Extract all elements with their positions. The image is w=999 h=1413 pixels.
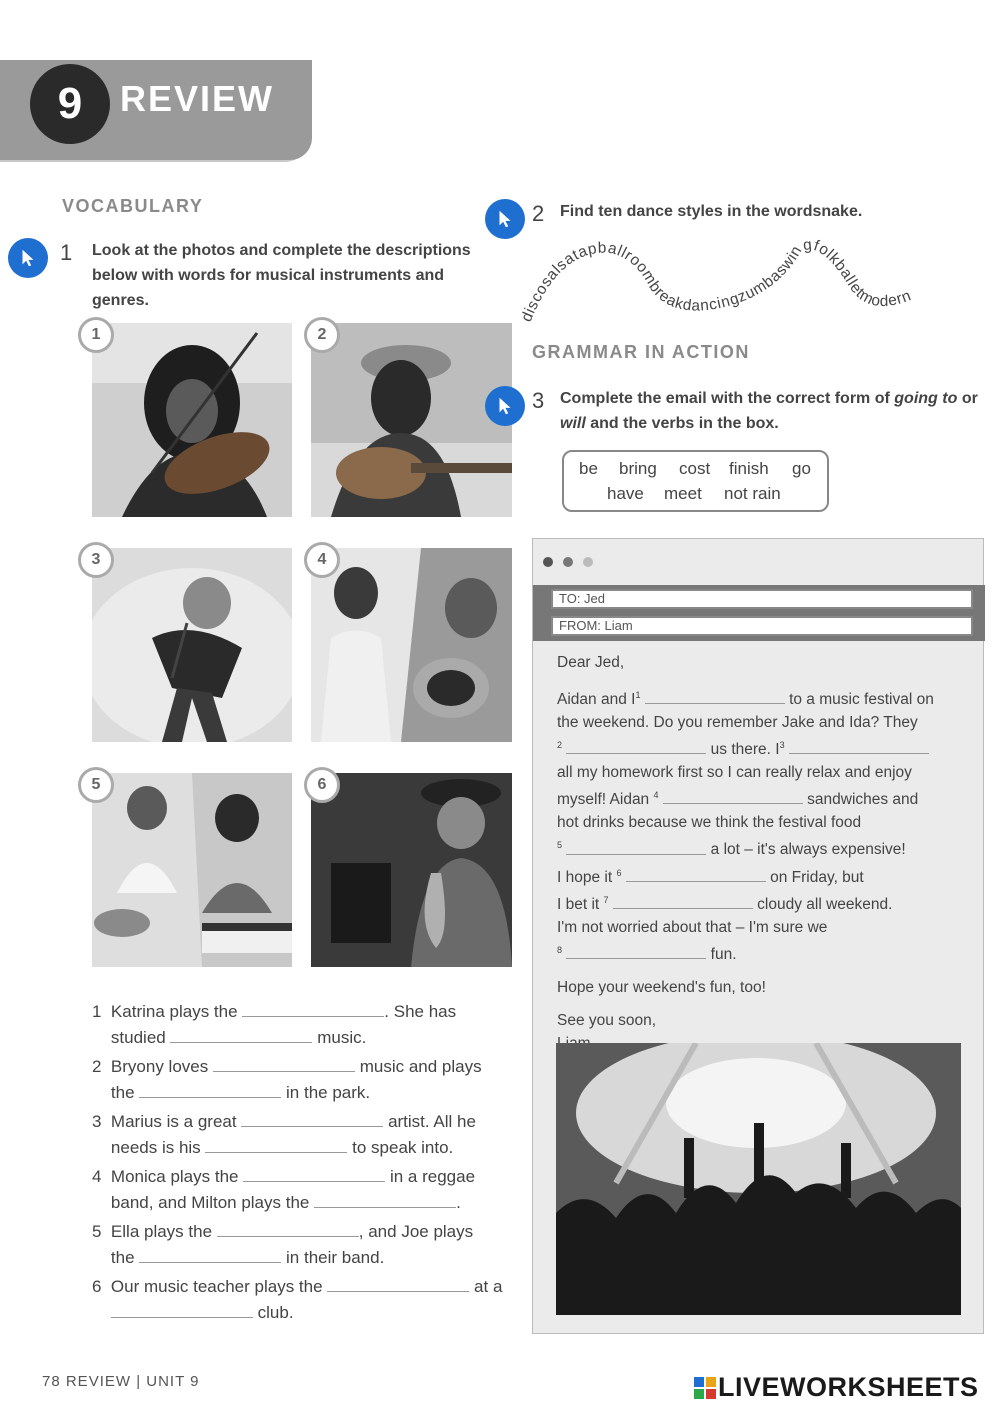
concert-crowd-photo [556,1043,961,1315]
blank-5b[interactable] [139,1244,281,1263]
exercise-2-number: 2 [532,201,545,226]
photo-number-1: 1 [78,317,114,353]
cursor-icon [17,247,39,269]
email-gap-3[interactable] [789,735,929,754]
photo-number-6: 6 [304,767,340,803]
blank-2a[interactable] [213,1053,355,1072]
blank-2b[interactable] [139,1079,281,1098]
cursor-icon [494,395,516,417]
photo-drums-keyboard [92,773,292,967]
email-gap-7[interactable] [613,890,753,909]
email-gap-8[interactable] [566,940,706,959]
page-title: REVIEW [120,78,275,119]
exercise-3-instruction: Complete the email with the correct form of going to or will and the verbs in the box. [560,390,978,432]
email-gap-4[interactable] [663,785,803,804]
blank-4b[interactable] [314,1189,456,1208]
blank-5a[interactable] [217,1218,359,1237]
word-go: go [792,459,811,478]
word-not-rain: not rain [724,484,781,503]
photo-guitarist [311,323,512,517]
window-dot-icon [563,557,573,567]
word-have: have [607,484,644,503]
email-gap-2[interactable] [566,735,706,754]
photo-singer [92,548,292,742]
wordsnake-text: iscosalsatapballroombreakdancingzumbaswingfolkballetmodern [521,236,914,316]
exercise-1-cursor-icon[interactable] [8,238,48,278]
word-bring: bring [619,459,657,478]
blank-3b[interactable] [205,1134,347,1153]
email-gap-5[interactable] [566,836,706,855]
exercise-3-cursor-icon[interactable] [485,386,525,426]
window-dot-icon [543,557,553,567]
sentence-6: 6 Our music teacher plays the at a club. [92,1273,522,1325]
exercise-1-instruction: Look at the photos and complete the descriptions below with words for musical instruments and genres. [92,242,471,309]
exercise-2-cursor-icon[interactable] [485,199,525,239]
liveworksheets-brand: LIVEWORKSHEETS [718,1372,979,1402]
photo-number-2: 2 [304,317,340,353]
exercise-3-number: 3 [532,388,545,413]
window-dot-icon [583,557,593,567]
email-window [532,538,984,1334]
blank-4a[interactable] [243,1163,385,1182]
svg-text:discosalsatapballroombreakdanc [520,236,914,324]
photo-keyboard-trumpet [311,548,512,742]
photo-number-4: 4 [304,542,340,578]
word-be: be [579,459,598,478]
word-cost: cost [679,459,711,478]
sentence-2: 2 Bryony loves music and plays the in the park. [92,1053,522,1105]
exercise-1-number: 1 [60,240,73,265]
sentence-3: 3 Marius is a great artist. All he needs is his to speak into. [92,1108,522,1160]
blank-6a[interactable] [327,1273,469,1292]
photo-number-5: 5 [78,767,114,803]
blank-1b[interactable] [170,1024,312,1043]
page-footer: 78 REVIEW | UNIT 9 [42,1373,200,1390]
photo-saxophonist [311,773,512,967]
sentence-4: 4 Monica plays the in a reggae band, and Milton plays the . [92,1163,522,1215]
sentence-5: 5 Ella plays the , and Joe plays the in their band. [92,1218,522,1270]
sentence-1: 1 Katrina plays the . She has studied music. [92,998,522,1050]
email-to-field[interactable]: TO: Jed [551,589,973,609]
email-body: Dear Jed, Aidan and $I^1$ to a music festival on the weekend. Do you remember Jake and Ida? They $^2$ us there. $I^3$ all my homework first so I can really relax and enjoy myself! Aidan $^4$ sandwiches and hot drinks because we think the festival food $^5$ a lot – it's always expensive! I hope it $^6$ on Friday, but I bet it $^7$ cloudy all weekend. I'm not worried about that – I'm sure we $^8$ fun. Hope your weekend's fun, too! See you soon, [557,654,934,1030]
word-meet: meet [664,484,702,503]
blank-6b[interactable] [111,1299,253,1318]
blank-3a[interactable] [241,1108,383,1127]
email-gap-6[interactable] [626,863,766,882]
verb-word-box [562,450,829,512]
wordsnake [520,228,990,328]
email-from-field[interactable]: FROM: Liam [551,616,973,636]
exercise-2-instruction: Find ten dance styles in the wordsnake. [560,203,863,220]
blank-1a[interactable] [242,998,384,1017]
photo-number-3: 3 [78,542,114,578]
cursor-icon [494,208,516,230]
grammar-heading: GRAMMAR IN ACTION [532,342,750,362]
photo-violinist [92,323,292,517]
unit-number: 9 [30,64,110,144]
vocabulary-heading: VOCABULARY [62,196,204,216]
liveworksheets-logo-icon [694,1377,716,1399]
email-gap-1[interactable] [645,685,785,704]
word-finish: finish [729,459,769,478]
